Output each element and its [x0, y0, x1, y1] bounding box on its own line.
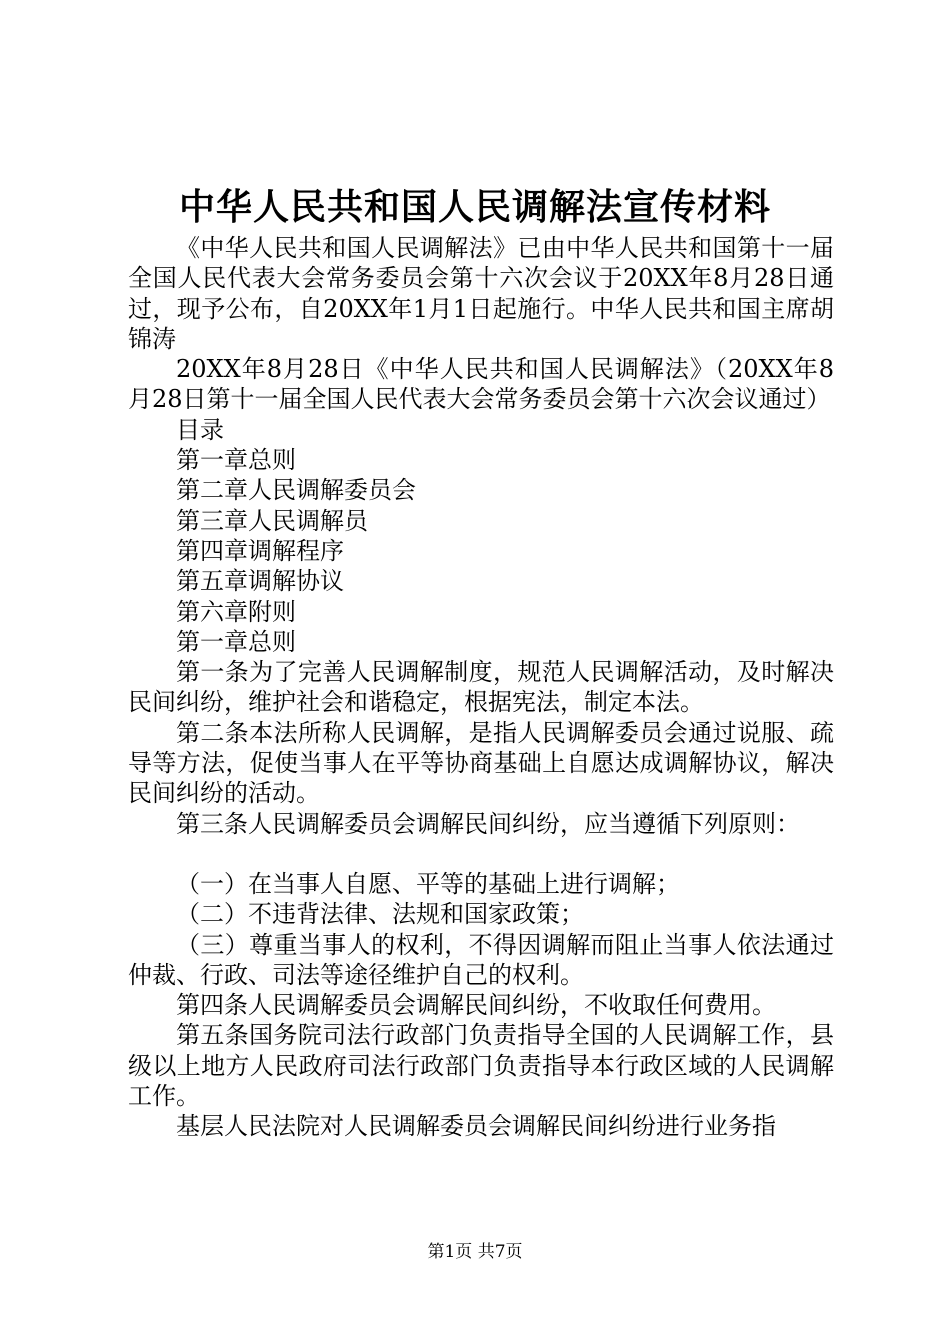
toc-item: 第三章人民调解员 — [176, 506, 368, 535]
principle-item: （一）在当事人自愿、平等的基础上进行调解； — [176, 869, 680, 898]
toc-item: 第四章调解程序 — [176, 536, 344, 565]
toc-heading: 目录 — [176, 415, 224, 444]
toc-item: 第一章总则 — [176, 446, 296, 475]
paragraph: 《中华人民共和国人民调解法》已由中华人民共和国第十一届全国人民代表大会常务委员会第十六次会议于20XX年8月28日通过，现予公布，自20XX年1月1日起施行。中华人民共和国主席胡锦涛 — [128, 234, 834, 353]
toc-item: 第二章人民调解委员会 — [176, 476, 416, 505]
article-paragraph: 第二条本法所称人民调解，是指人民调解委员会通过说服、疏导等方法，促使当事人在平等协商基础上自愿达成调解协议，解决民间纠纷的活动。 — [128, 718, 834, 808]
chapter-heading: 第一章总则 — [176, 627, 296, 656]
article-paragraph: 基层人民法院对人民调解委员会调解民间纠纷进行业务指 — [176, 1112, 776, 1141]
article-paragraph: 第三条人民调解委员会调解民间纠纷，应当遵循下列原则： — [176, 809, 800, 838]
page-number: 第1页 共7页 — [427, 1242, 523, 1262]
toc-item: 第六章附则 — [176, 597, 296, 626]
principle-item: （三）尊重当事人的权利，不得因调解而阻止当事人依法通过仲裁、行政、司法等途径维护自己的权利。 — [128, 930, 834, 989]
principle-item: （二）不违背法律、法规和国家政策； — [176, 900, 584, 929]
article-paragraph: 第一条为了完善人民调解制度，规范人民调解活动，及时解决民间纠纷，维护社会和谐稳定，根据宪法，制定本法。 — [128, 658, 834, 717]
article-paragraph: 第四条人民调解委员会调解民间纠纷，不收取任何费用。 — [176, 991, 776, 1020]
paragraph: 20XX年8月28日《中华人民共和国人民调解法》（20XX年8月28日第十一届全国人民代表大会常务委员会第十六次会议通过） — [128, 355, 834, 414]
article-paragraph: 第五条国务院司法行政部门负责指导全国的人民调解工作，县级以上地方人民政府司法行政部门负责指导本行政区域的人民调解工作。 — [128, 1021, 834, 1111]
toc-item: 第五章调解协议 — [176, 567, 344, 596]
document-body — [128, 233, 834, 1142]
document-title: 中华人民共和国人民调解法宣传材料 — [178, 186, 771, 228]
